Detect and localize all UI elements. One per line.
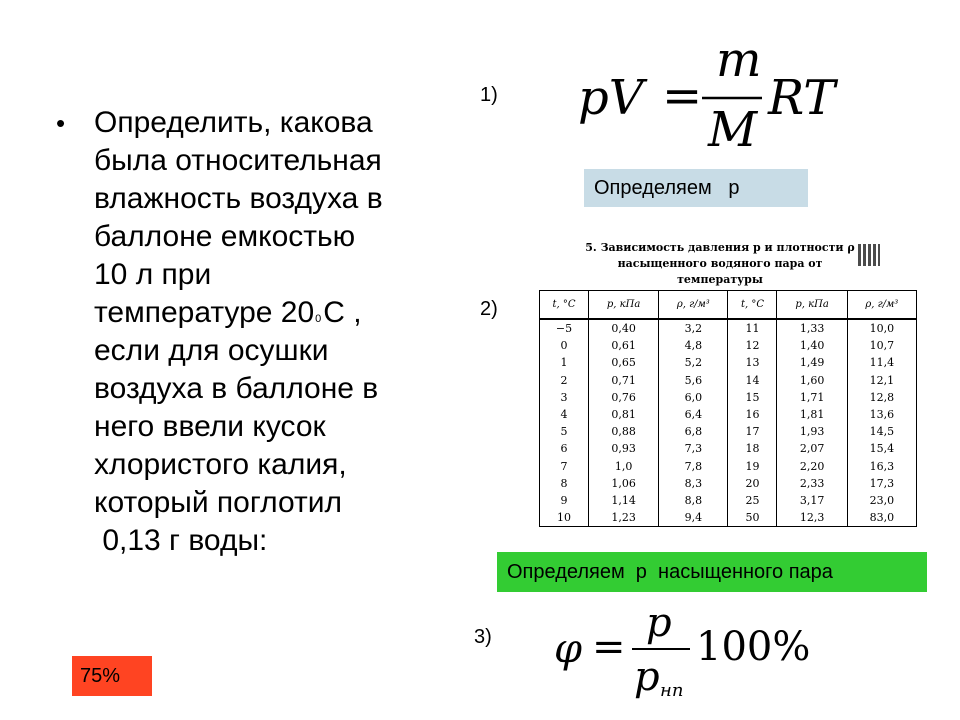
table-cell: 1,0 xyxy=(589,458,659,475)
table-cell: 12,1 xyxy=(847,372,916,389)
table-cell: 6,4 xyxy=(659,406,728,423)
table-cell: 6,0 xyxy=(659,389,728,406)
table-row xyxy=(540,423,917,440)
table-cell: 1 xyxy=(540,354,589,371)
table-cell: 1,33 xyxy=(777,319,847,337)
formula-lhs: pV xyxy=(578,70,644,126)
table-row xyxy=(540,440,917,457)
problem-line-temperature xyxy=(94,294,383,332)
table-cell: 25 xyxy=(728,492,777,509)
table-row xyxy=(540,406,917,423)
table-cell: 50 xyxy=(728,509,777,527)
table-title xyxy=(580,240,860,288)
temp-prefix: температуре 20 xyxy=(94,296,315,329)
table-row xyxy=(540,389,917,406)
table-cell: 0,40 xyxy=(589,319,659,337)
table-cell: 4 xyxy=(540,406,589,423)
degree-mark: 0 xyxy=(315,313,322,325)
table-cell: 1,81 xyxy=(777,406,847,423)
problem-line: который поглотил xyxy=(94,486,342,519)
table-row xyxy=(540,319,917,337)
table-cell: 5,6 xyxy=(659,372,728,389)
table-cell: 3,17 xyxy=(777,492,847,509)
table-cell: 16 xyxy=(728,406,777,423)
table-cell: 0,65 xyxy=(589,354,659,371)
formula-subscript: нп xyxy=(660,680,684,701)
table-cell: 15,4 xyxy=(847,440,916,457)
formula-denominator: M xyxy=(708,102,758,158)
table-cell: 6,8 xyxy=(659,423,728,440)
problem-lines xyxy=(94,104,383,560)
table-title-line: 5. Зависимость давления p и плотности ρ xyxy=(585,241,855,254)
table-cell: 2,20 xyxy=(777,458,847,475)
col-header: ρ, г/м³ xyxy=(847,291,916,320)
table-cell: 3,2 xyxy=(659,319,728,337)
table-cell: 8,3 xyxy=(659,475,728,492)
table-cell: 1,93 xyxy=(777,423,847,440)
table-cell: 1,60 xyxy=(777,372,847,389)
temp-suffix: С , xyxy=(323,296,362,329)
step-3-label: 3) xyxy=(474,626,492,648)
table-title-line: насыщенного водяного пара от температуры xyxy=(617,257,823,286)
table-cell: 8 xyxy=(540,475,589,492)
col-header: t, °C xyxy=(540,291,589,320)
table-cell: 2,33 xyxy=(777,475,847,492)
qr-code-icon xyxy=(858,244,880,266)
determine-p-box: Определяем р xyxy=(584,169,808,207)
vapor-pressure-table xyxy=(539,290,917,527)
table-cell: 16,3 xyxy=(847,458,916,475)
problem-line: хлористого калия, xyxy=(94,448,347,481)
table-cell: 11 xyxy=(728,319,777,337)
problem-line: 10 л при xyxy=(94,258,212,291)
formula-eq: = xyxy=(592,624,626,670)
col-header: p, кПа xyxy=(777,291,847,320)
table-cell: 0,88 xyxy=(589,423,659,440)
formula-percent: 100% xyxy=(696,624,810,670)
table-row xyxy=(540,337,917,354)
formula-denominator: p xyxy=(634,654,660,700)
table-cell: 1,40 xyxy=(777,337,847,354)
problem-line: если для осушки xyxy=(94,334,329,367)
table-cell: 10,7 xyxy=(847,337,916,354)
formula-rhs: RT xyxy=(768,70,836,126)
humidity-formula xyxy=(550,604,810,704)
table-cell: 13 xyxy=(728,354,777,371)
table-cell: 19 xyxy=(728,458,777,475)
table-cell: −5 xyxy=(540,319,589,337)
col-header: p, кПа xyxy=(589,291,659,320)
table-cell: 1,23 xyxy=(589,509,659,527)
problem-line: Определить, какова xyxy=(94,106,373,139)
table-row xyxy=(540,354,917,371)
table-cell: 1,71 xyxy=(777,389,847,406)
formula-numerator: m xyxy=(716,40,762,88)
answer-badge: 75% xyxy=(72,656,152,696)
table-cell: 1,49 xyxy=(777,354,847,371)
table-row xyxy=(540,372,917,389)
table-cell: 7 xyxy=(540,458,589,475)
problem-line: воздуха в баллоне в xyxy=(94,372,379,405)
table-cell: 14,5 xyxy=(847,423,916,440)
step-2-label: 2) xyxy=(480,298,498,320)
table-cell: 14 xyxy=(728,372,777,389)
problem-line: баллоне емкостью xyxy=(94,220,356,253)
ideal-gas-formula xyxy=(570,40,860,160)
table-cell: 9 xyxy=(540,492,589,509)
table-cell: 0,71 xyxy=(589,372,659,389)
table-cell: 0,61 xyxy=(589,337,659,354)
table-cell: 8,8 xyxy=(659,492,728,509)
table-cell: 20 xyxy=(728,475,777,492)
table-cell: 3 xyxy=(540,389,589,406)
bullet: • xyxy=(56,108,66,138)
table-row xyxy=(540,509,917,527)
table-cell: 13,6 xyxy=(847,406,916,423)
table-cell: 11,4 xyxy=(847,354,916,371)
table-row xyxy=(540,458,917,475)
table-header-row xyxy=(540,291,917,320)
step-1-label: 1) xyxy=(480,84,498,106)
formula-numerator: p xyxy=(646,604,672,646)
table-cell: 5,2 xyxy=(659,354,728,371)
table-cell: 23,0 xyxy=(847,492,916,509)
problem-line: была относительная xyxy=(94,144,382,177)
table-cell: 12 xyxy=(728,337,777,354)
table-cell: 2,07 xyxy=(777,440,847,457)
table-cell: 12,8 xyxy=(847,389,916,406)
table-cell: 0,93 xyxy=(589,440,659,457)
table-cell: 2 xyxy=(540,372,589,389)
table-cell: 0 xyxy=(540,337,589,354)
col-header: ρ, г/м³ xyxy=(659,291,728,320)
table-cell: 12,3 xyxy=(777,509,847,527)
problem-line: него ввели кусок xyxy=(94,410,326,443)
determine-saturated-p-box: Определяем р насыщенного пара xyxy=(497,552,927,592)
col-header: t, °C xyxy=(728,291,777,320)
problem-line: влажность воздуха в xyxy=(94,182,383,215)
table-cell: 83,0 xyxy=(847,509,916,527)
table-cell: 10,0 xyxy=(847,319,916,337)
table-cell: 15 xyxy=(728,389,777,406)
table-cell: 1,06 xyxy=(589,475,659,492)
table-cell: 18 xyxy=(728,440,777,457)
table-cell: 7,8 xyxy=(659,458,728,475)
table-row xyxy=(540,475,917,492)
table-cell: 10 xyxy=(540,509,589,527)
problem-line: 0,13 г воды: xyxy=(94,524,268,557)
table-row xyxy=(540,492,917,509)
table-cell: 5 xyxy=(540,423,589,440)
table-cell: 1,14 xyxy=(589,492,659,509)
table-cell: 17 xyxy=(728,423,777,440)
formula-eq: = xyxy=(662,68,703,124)
formula-phi: φ xyxy=(554,626,583,672)
table-cell: 6 xyxy=(540,440,589,457)
table-cell: 7,3 xyxy=(659,440,728,457)
table-cell: 17,3 xyxy=(847,475,916,492)
table-cell: 0,76 xyxy=(589,389,659,406)
table-cell: 4,8 xyxy=(659,337,728,354)
table-cell: 0,81 xyxy=(589,406,659,423)
table-cell: 9,4 xyxy=(659,509,728,527)
